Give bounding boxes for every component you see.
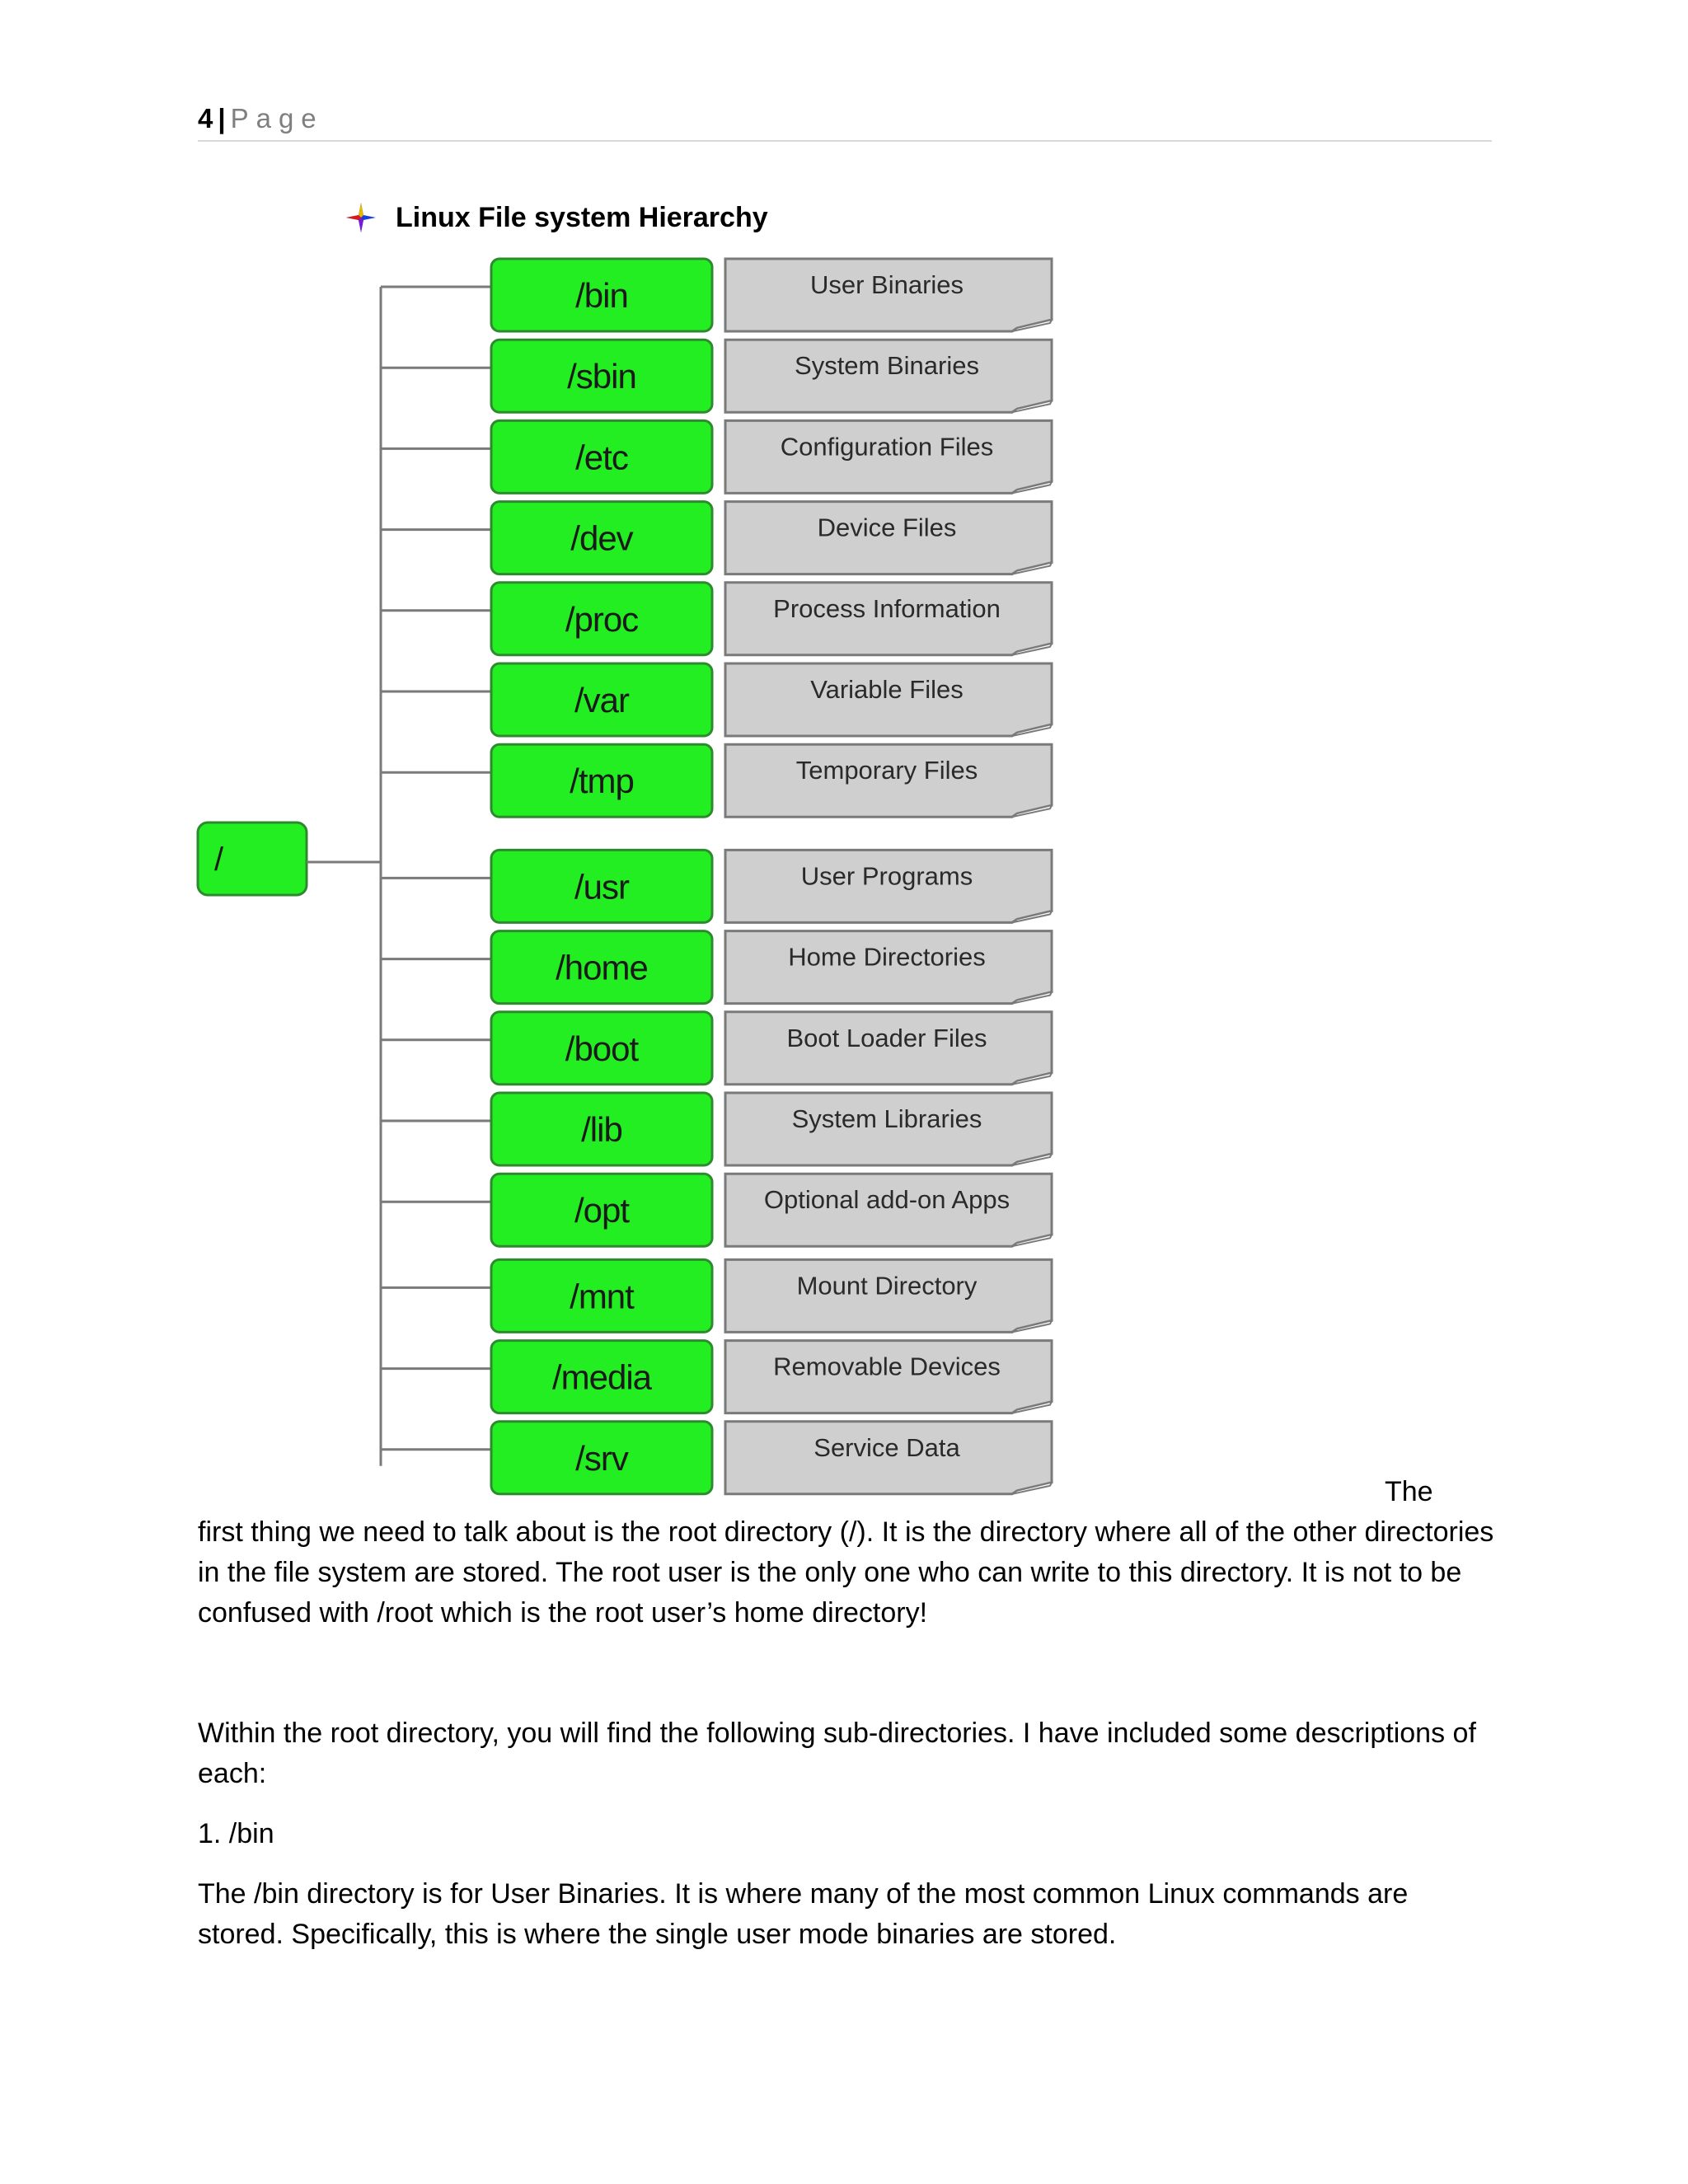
- directory-label-etc: /etc: [575, 438, 628, 477]
- description-label-dev: Device Files: [817, 513, 957, 542]
- directory-node-srv: [491, 1422, 712, 1494]
- directory-node-usr: [491, 850, 712, 922]
- directory-label-boot: /boot: [565, 1029, 639, 1068]
- description-node-dev: [725, 502, 1052, 574]
- directory-node-sbin: [491, 340, 712, 412]
- page-separator: |: [218, 103, 226, 134]
- list-item-bin: 1. /bin: [198, 1818, 274, 1849]
- root-directory-node: [198, 823, 307, 895]
- section-title: Linux File system Hierarchy: [396, 201, 768, 233]
- directory-label-srv: /srv: [575, 1438, 628, 1478]
- description-node-var: [725, 663, 1052, 736]
- directory-node-opt: [491, 1174, 712, 1246]
- directory-label-bin: /bin: [575, 276, 628, 315]
- description-node-boot: [725, 1012, 1052, 1085]
- paragraph-1: first thing we need to talk about is the root directory (/). It is the directory where all of the other directories in the file system are stored. The root user is the only one who can write to this directory. It is not to be confused with /root which is the root user’s home directory!: [198, 1516, 1494, 1629]
- directory-label-mnt: /mnt: [570, 1277, 634, 1316]
- directory-node-proc: [491, 583, 712, 655]
- description-node-mnt: [725, 1259, 1052, 1332]
- directory-label-lib: /lib: [581, 1110, 622, 1149]
- description-node-etc: [725, 420, 1052, 493]
- directory-node-mnt: [491, 1259, 712, 1332]
- description-label-bin: User Binaries: [809, 270, 964, 299]
- directory-node-tmp: [491, 744, 712, 817]
- description-label-home: Home Directories: [788, 942, 986, 972]
- root-directory-label: /: [214, 841, 224, 878]
- description-node-home: [725, 931, 1052, 1004]
- paragraph-2: Within the root directory, you will find the following sub-directories. I have included some descriptions of each:: [198, 1718, 1476, 1789]
- directory-label-proc: /proc: [565, 599, 639, 639]
- description-node-srv: [725, 1422, 1052, 1494]
- page-number: 4: [198, 103, 213, 134]
- directory-label-dev: /dev: [570, 518, 633, 558]
- description-label-mnt: Mount Directory: [796, 1271, 978, 1301]
- description-label-opt: Optional add-on Apps: [763, 1185, 1010, 1215]
- description-node-media: [725, 1341, 1052, 1413]
- description-label-var: Variable Files: [810, 675, 964, 704]
- directory-node-dev: [491, 502, 712, 574]
- directory-label-opt: /opt: [574, 1191, 630, 1230]
- directory-node-media: [491, 1341, 712, 1413]
- directory-label-var: /var: [574, 681, 630, 719]
- directory-node-var: [491, 663, 712, 736]
- directory-node-bin: [491, 259, 712, 331]
- description-node-lib: [725, 1093, 1052, 1165]
- description-node-bin: [725, 259, 1052, 331]
- directory-label-home: /home: [556, 948, 648, 987]
- description-node-sbin: [725, 340, 1052, 412]
- directory-label-usr: /usr: [574, 867, 630, 907]
- paragraph-1-lead: The: [1385, 1476, 1433, 1507]
- description-label-tmp: Temporary Files: [795, 756, 978, 785]
- description-node-opt: [725, 1174, 1052, 1246]
- description-label-sbin: System Binaries: [795, 351, 979, 381]
- description-label-usr: User Programs: [800, 861, 973, 891]
- directory-node-lib: [491, 1093, 712, 1165]
- paragraph-3: The /bin directory is for User Binaries. It is where many of the most common Linux commands are stored. Specifically, this is where the single user mode binaries are stored.: [198, 1878, 1409, 1950]
- description-node-tmp: [725, 744, 1052, 817]
- description-label-lib: System Libraries: [791, 1104, 982, 1133]
- description-node-usr: [725, 850, 1052, 922]
- description-label-media: Removable Devices: [773, 1352, 1001, 1381]
- page-word: Page: [230, 103, 324, 134]
- directory-label-media: /media: [551, 1357, 652, 1397]
- description-node-proc: [725, 583, 1052, 655]
- description-label-etc: Configuration Files: [780, 432, 994, 462]
- directory-node-etc: [491, 420, 712, 493]
- directory-label-sbin: /sbin: [567, 357, 636, 396]
- directory-label-tmp: /tmp: [570, 762, 634, 801]
- directory-node-boot: [491, 1012, 712, 1085]
- directory-node-home: [491, 931, 712, 1004]
- description-label-srv: Service Data: [814, 1432, 960, 1462]
- description-label-boot: Boot Loader Files: [786, 1023, 987, 1052]
- description-label-proc: Process Information: [773, 593, 1001, 623]
